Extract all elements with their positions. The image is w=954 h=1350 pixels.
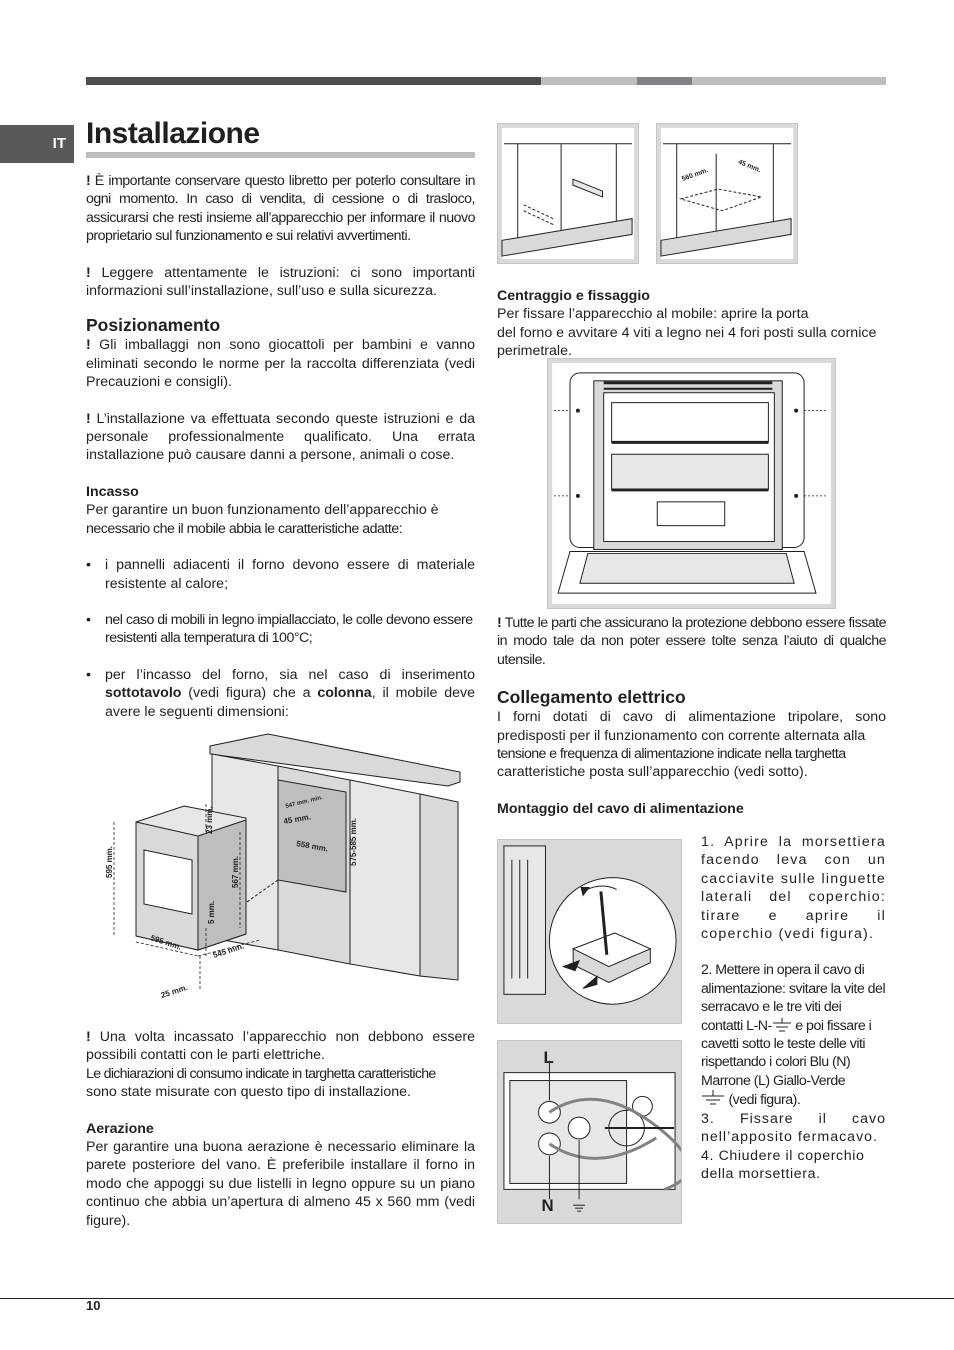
intro-paragraph-1: ! È importante conservare questo libretto per poterlo consultare in ogni momento. In caso di vendita, di cessione o di trasloco, assicurarsi che resti insieme all’apparecchio per informare il nuovo proprietario sul funzionamento e sui relativi avvertimenti.	[86, 173, 476, 245]
footer-divider	[0, 1298, 954, 1299]
protection-warning: ! Tutte le parti che assicurano la protezione debbono essere fissate in modo tale da non poter essere tolte senza l’aiuto di qualche utensile.	[497, 615, 886, 668]
page-number: 10	[86, 1298, 101, 1313]
bullet-item-3: • per l’incasso del forno, sia nel caso di inserimento sottotavolo (vedi figura) che a colonna, il mobile deve avere le seguenti dimensioni:	[86, 666, 475, 721]
step-3: 3. Fissare il cavo nell’apposito fermacavo.	[701, 1110, 886, 1146]
installation-dimensions-figure	[100, 728, 462, 1006]
pos-paragraph-1: ! Gli imballaggi non sono giocattoli per bambini e vanno eliminati secondo le norme per la raccolta differenziata (vedi Precauzioni e consigli).	[86, 337, 475, 391]
centraggio-line-2: del forno e avvitare 4 viti a legno nei 4 fori posti sulla cornice perimetrale.	[497, 324, 877, 360]
terminal-box-open-figure	[497, 839, 682, 1024]
dim-23: 23 mm.	[205, 806, 214, 834]
ventilation-figure-2	[656, 123, 798, 264]
bullet-item-1: • i pannelli adiacenti il forno devono essere di materiale resistente al calore;	[86, 556, 475, 593]
after-figure-line-2: Le dichiarazioni di consumo indicate in targhetta caratteristiche	[86, 1065, 436, 1082]
heading-montaggio-cavo: Montaggio del cavo di alimentazione	[497, 800, 744, 817]
dim-595-width: 595 mm.	[149, 933, 183, 952]
heading-centraggio: Centraggio e fissaggio	[497, 288, 650, 304]
collegamento-line-1: I forni dotati di cavo di alimentazione tripolare, sono predisposti per il funzionamento con corrente alternata alla	[497, 709, 886, 744]
dim-545: 545 mm.	[211, 941, 246, 960]
right-column-middle	[497, 614, 886, 818]
ventilation-figure-1	[497, 123, 639, 264]
intro-paragraph-2: ! Leggere attentamente le istruzioni: ci sono importanti informazioni sull’installazione, sull’uso e sulla sicurezza.	[86, 264, 475, 300]
after-figure-warning: ! Una volta incassato l’apparecchio non debbono essere possibili contatti con le parti elettriche.	[86, 1029, 475, 1064]
page-title: Installazione	[86, 116, 475, 158]
aerazione-paragraph: Per garantire una buona aerazione è necessario eliminare la parete posteriore del vano. È preferibile installare il forno in modo che appoggi su due listelli in legno oppure su un piano continuo che abbia un’apertura di almeno 45 x 560 mm (vedi figure).	[86, 1139, 475, 1229]
heading-incasso: Incasso	[86, 483, 139, 500]
dim-5: 5 mm.	[207, 900, 216, 924]
dim-547: 547 mm. min.	[285, 794, 324, 810]
left-column-lower	[86, 1028, 475, 1230]
heading-posizionamento: Posizionamento	[86, 315, 221, 336]
ground-icon	[772, 1018, 792, 1032]
heading-aerazione: Aerazione	[86, 1120, 154, 1137]
after-figure-line-3: sono state misurate con questo tipo di installazione.	[86, 1084, 411, 1101]
collegamento-line-3: caratteristiche posta sull’apparecchio (vedi sotto).	[497, 764, 808, 781]
left-column	[86, 116, 475, 721]
dim-558: 558 mm.	[295, 839, 329, 854]
dim-45: 45 mm.	[282, 812, 312, 826]
header-color-bar	[86, 77, 886, 85]
vent-dim-560: 560 mm.	[680, 167, 710, 184]
right-column-top	[497, 287, 886, 361]
centraggio-line-1: Per fissare l’apparecchio al mobile: aprire la porta	[497, 306, 809, 323]
oven-front-figure	[547, 358, 836, 609]
terminal-block-wiring-figure	[497, 1040, 682, 1224]
collegamento-line-2: tensione e frequenza di alimentazione indicate nella targhetta	[497, 746, 846, 763]
heading-collegamento-elettrico: Collegamento elettrico	[497, 687, 686, 708]
step-4: 4. Chiudere il coperchio della morsettiera.	[701, 1147, 865, 1182]
step-1: 1. Aprire la morsettiera facendo leva con un cacciavite sulle linguette laterali del coperchio: tirare e aprire il coperchio (vedi figura).	[701, 834, 886, 943]
bullet-item-2: • nel caso di mobili in legno impiallacciato, le colle devono essere resistenti alla temperatura di 100°C;	[86, 611, 475, 648]
incasso-line-2: necessario che il mobile abbia le caratteristiche adatte:	[86, 520, 403, 537]
vent-dim-45: 45 mm.	[737, 158, 762, 175]
dim-25: 25 mm.	[159, 982, 189, 1000]
ground-icon	[701, 1090, 725, 1106]
dim-595-height: 595 mm.	[105, 845, 114, 878]
pos-paragraph-2: ! L’installazione va effettuata secondo queste istruzioni e da personale professionalmente qualificato. Una errata installazione può causare danni a persone, animali o cose.	[86, 410, 475, 464]
wiring-steps	[701, 833, 886, 1183]
dim-567: 567 mm.	[231, 855, 240, 888]
language-tab: IT	[0, 125, 74, 163]
dim-575-585: 575-585 mm.	[349, 817, 358, 866]
incasso-line-1: Per garantire un buon funzionamento dell’apparecchio è	[86, 502, 439, 519]
step-2: 2. Mettere in opera il cavo di alimentazione: svitare la vite del serracavo e le tre viti dei contatti L-N- e poi fissare i cavetti sotto le teste delle viti rispettando i colori Blu (N) Marrone (L) Giallo-Verde (vedi figura).	[701, 962, 886, 1109]
terminal-label-n: N	[541, 1196, 554, 1216]
terminal-label-l: L	[543, 1047, 554, 1067]
